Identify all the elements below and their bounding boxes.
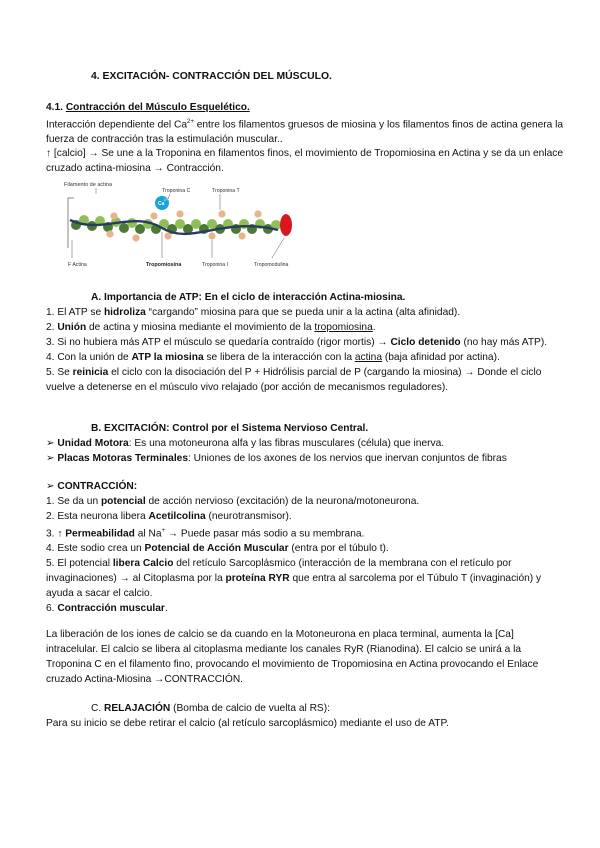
calcium-release-paragraph: La liberación de los iones de calcio se da cuando en la Motoneurona en placa terminal, aumenta la [Ca] intracelular. El calcio se libera al citoplasma mediante los canales RyR (Rianodina). El calcio se unirá a la Troponina C en el filamento fino, provocando el movimiento de Tropomiosina en Actina provocando el Enlace cruzado Actina-Miosina →CONTRACCIÓN.	[46, 629, 539, 685]
list-item: 6. Contracción muscular.	[46, 603, 168, 615]
contraccion-title: ➢ CONTRACCIÓN:	[46, 481, 138, 492]
section-a-title: A. Importancia de ATP: En el ciclo de interacción Actina-miosina.	[91, 292, 406, 303]
calcium-paragraph: ↑ [calcio] → Se une a la Troponina en filamentos finos, el movimiento de Tropomiosina en Actina y se da un enlace cruzado actina-miosina → Contracción.	[46, 148, 564, 174]
label-tropomodulina: Tropomodulina	[254, 262, 289, 268]
page-title: 4. EXCITACIÓN- CONTRACCIÓN DEL MÚSCULO.	[91, 71, 332, 82]
intro-paragraph: Interacción dependiente del $Ca^{2+}$ entre los filamentos gruesos de miosina y los filamentos finos de actina genera la fuerza de contracción tras la estimulación muscular..	[46, 119, 564, 146]
tropomodulin	[280, 214, 292, 236]
list-item: 4. Con la unión de ATP la miosina se libera de la interacción con la actina (baja afinidad por actina).	[46, 352, 500, 363]
label-f-actina: F Actina	[68, 262, 87, 268]
list-item: 5. Se reinicia el ciclo con la disociación del P + Hidrólisis parcial de P (cargando la miosina) → Donde el ciclo vuelve a detenerse en el músculo vivo relajado (por acción de mecanismos reguladores).	[46, 367, 542, 393]
section-b-list	[46, 436, 564, 466]
section-c-text: Para su inicio se debe retirar el calcio (al retículo sarcoplásmico) mediante el uso de ATP.	[46, 718, 449, 729]
label-troponina-c: Troponina C	[162, 188, 191, 194]
list-item: 5. El potencial libera Calcio del retículo Sarcoplásmico (interacción de la membrana con el retículo por invaginaciones) → al Citoplasma por la proteína RYR que entra al sarcolema por el Túbulo T (invaginación) y ayuda a sacar el calcio.	[46, 558, 542, 600]
section-c-title: C. RELAJACIÓN (Bomba de calcio de vuelta al RS):	[91, 703, 330, 714]
subsection-title: Contracción del Músculo Esquelético.	[65, 102, 250, 113]
label-filamento-actina: Filamento de actina	[64, 182, 112, 188]
list-item: 3. Si no hubiera más ATP el músculo se quedaría contraído (rigor mortis) → Ciclo detenido (no hay más ATP).	[46, 337, 548, 348]
list-item: 2. Esta neurona libera Acetilcolina (neurotransmisor).	[46, 511, 292, 522]
contraccion-list	[46, 494, 564, 616]
svg-text:Ca: Ca	[158, 201, 165, 207]
list-item: 3. ↑ Permeabilidad al Na+ → Puede pasar más sodio a su membrana.	[46, 528, 365, 540]
actin-filament-diagram	[62, 180, 294, 270]
svg-text:2+: 2+	[164, 198, 168, 202]
list-item: ➢ Placas Motoras Terminales: Uniones de los axones de los nervios que inervan conjuntos de fibras	[46, 453, 507, 464]
list-item: ➢ Unidad Motora: Es una motoneurona alfa y las fibras musculares (célula) que inerva.	[46, 438, 445, 449]
section-b-title: B. EXCITACIÓN: Control por el Sistema Nervioso Central.	[91, 423, 369, 434]
label-tropomiosina: Tropomiosina	[146, 262, 182, 268]
section-a-list	[46, 305, 564, 395]
list-item: 2. Unión de actina y miosina mediante el movimiento de la tropomiosina.	[46, 322, 376, 333]
actin-filament-figure	[62, 180, 294, 270]
subsection-heading: 4.1. Contracción del Músculo Esquelético.	[46, 102, 250, 113]
list-item: 4. Este sodio crea un Potencial de Acción Muscular (entra por el túbulo t).	[46, 543, 389, 555]
list-item: 1. El ATP se hidroliza “cargando” miosina para que se pueda unir a la actina (alta afinidad).	[46, 307, 461, 318]
label-troponina-t: Troponina T	[212, 188, 240, 194]
label-troponina-i: Troponina I	[202, 262, 229, 268]
list-item: 1. Se da un potencial de acción nervioso (excitación) de la neurona/motoneurona.	[46, 496, 420, 507]
